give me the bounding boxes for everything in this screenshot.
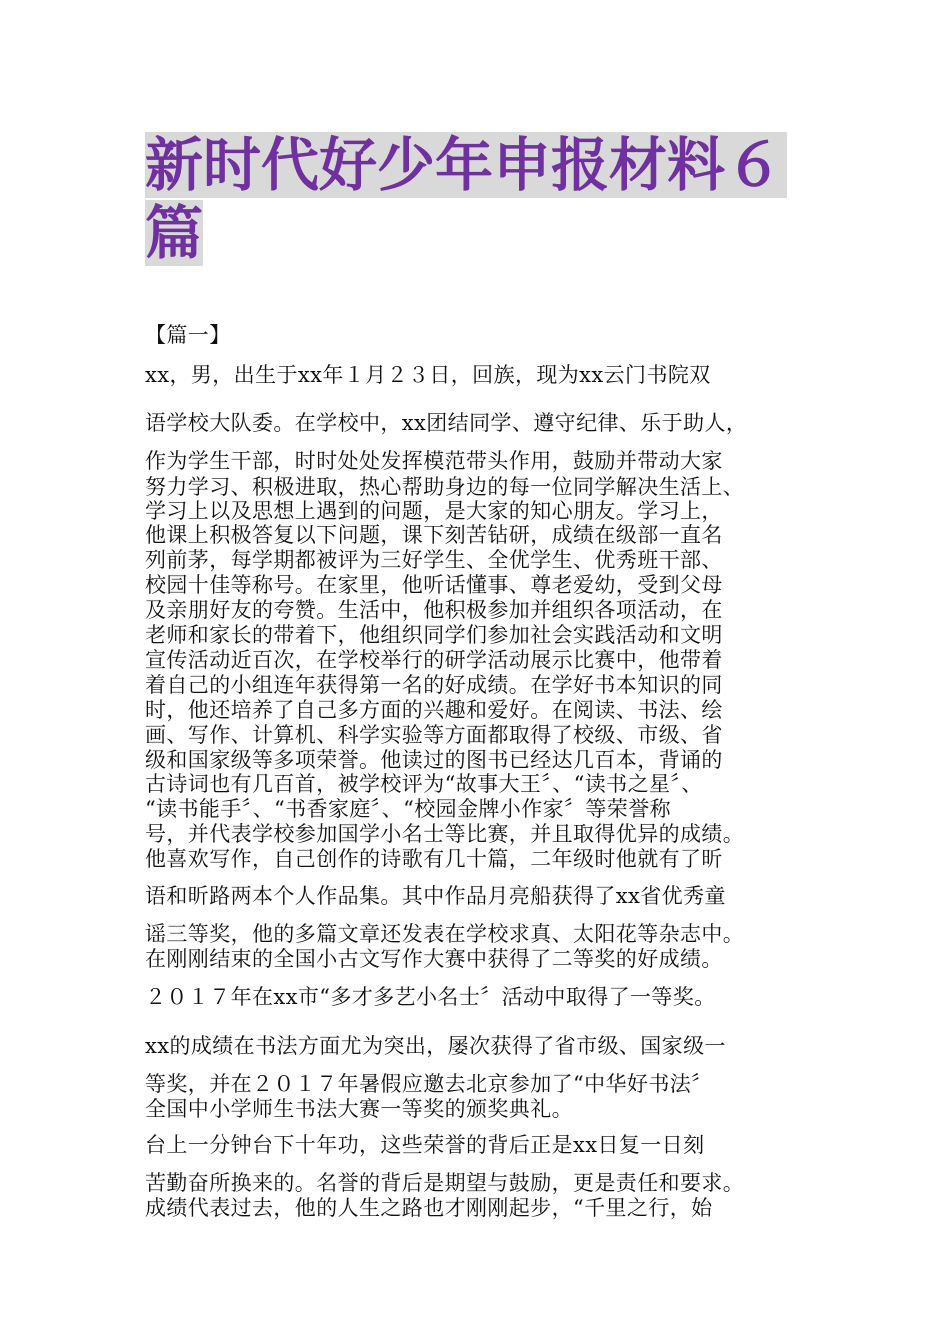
paragraph-line: 成绩代表过去，他的人生之路也才刚刚起步，“千里之行，始 — [145, 1196, 713, 1220]
paragraph-line: 老师和家长的带着下，他组织同学们参加社会实践活动和文明 — [145, 623, 723, 647]
paragraph-line: 语和昕路两本个人作品集。其中作品月亮船获得了xx省优秀童 — [145, 884, 726, 908]
paragraph-line: ２０１７年在xx市“多才多艺小名士〞活动中取得了一等奖。 — [145, 985, 716, 1009]
paragraph-line: xx的成绩在书法方面尤为突出，屡次获得了省市级、国家级一 — [145, 1034, 726, 1058]
paragraph-line: 全国中小学师生书法大赛一等奖的颁奖典礼。 — [145, 1097, 573, 1121]
paragraph-line: 学习上以及思想上遇到的问题，是大家的知心朋友。学习上， — [145, 499, 723, 523]
paragraph-line: 画、写作、计算机、科学实验等方面都取得了校级、市级、省 — [145, 723, 723, 747]
paragraph-line: 列前茅，每学期都被评为三好学生、全优学生、优秀班干部、 — [145, 548, 723, 572]
paragraph-line: 苦勤奋所换来的。名誉的背后是期望与鼓励，更是责任和要求。 — [145, 1171, 745, 1195]
paragraph-line: 及亲朋好友的夸赞。生活中，他积极参加并组织各项活动，在 — [145, 598, 723, 622]
paragraph-line: 级和国家级等多项荣誉。他读过的图书已经达几百本，背诵的 — [145, 748, 723, 772]
paragraph-line: 着自己的小组连年获得第一名的好成绩。在学好书本知识的同 — [145, 673, 723, 697]
document-title-line-1: 新时代好少年申报材料６ — [145, 132, 787, 198]
paragraph-line: 校园十佳等称号。在家里，他听话懂事、尊老爱幼，受到父母 — [145, 573, 723, 597]
document-title-line-2: 篇 — [145, 199, 204, 267]
paragraph-line: 宣传活动近百次，在学校举行的研学活动展示比赛中，他带着 — [145, 648, 723, 672]
paragraph-line: 古诗词也有几百首，被学校评为“故事大王〞、“读书之星〞、 — [145, 772, 703, 796]
paragraph-line: 他喜欢写作，自己创作的诗歌有几十篇，二年级时他就有了昕 — [145, 847, 723, 871]
paragraph-line: 语学校大队委。在学校中，xx团结同学、遵守纪律、乐于助人， — [145, 411, 748, 435]
paragraph-line: 台上一分钟台下十年功，这些荣誉的背后正是xx日复一日刻 — [145, 1133, 705, 1157]
paragraph-line: 他课上积极答复以下问题，课下刻苦钻研，成绩在级部一直名 — [145, 523, 723, 547]
paragraph-line: 谣三等奖，他的多篇文章还发表在学校求真、太阳花等杂志中。 — [145, 922, 745, 946]
section-label: 【篇一】 — [145, 323, 231, 347]
paragraph-line: 努力学习、积极进取，热心帮助身边的每一位同学解决生活上、 — [145, 475, 745, 499]
paragraph-line: 时，他还培养了自己多方面的兴趣和爱好。在阅读、书法、绘 — [145, 698, 723, 722]
paragraph-line: 号，并代表学校参加国学小名士等比赛，并且取得优异的成绩。 — [145, 822, 745, 846]
paragraph-line: 在刚刚结束的全国小古文写作大赛中获得了二等奖的好成绩。 — [145, 947, 723, 971]
paragraph-line: 等奖，并在２０１７年暑假应邀去北京参加了“中华好书法〞 — [145, 1072, 713, 1096]
paragraph-line: 作为学生干部，时时处处发挥模范带头作用，鼓励并带动大家 — [145, 449, 723, 473]
paragraph-line: “读书能手〞、“书香家庭〞、“校园金牌小作家〞等荣誉称 — [145, 797, 672, 821]
paragraph-line: xx，男，出生于xx年１月２３日，回族，现为xx云门书院双 — [145, 363, 711, 387]
